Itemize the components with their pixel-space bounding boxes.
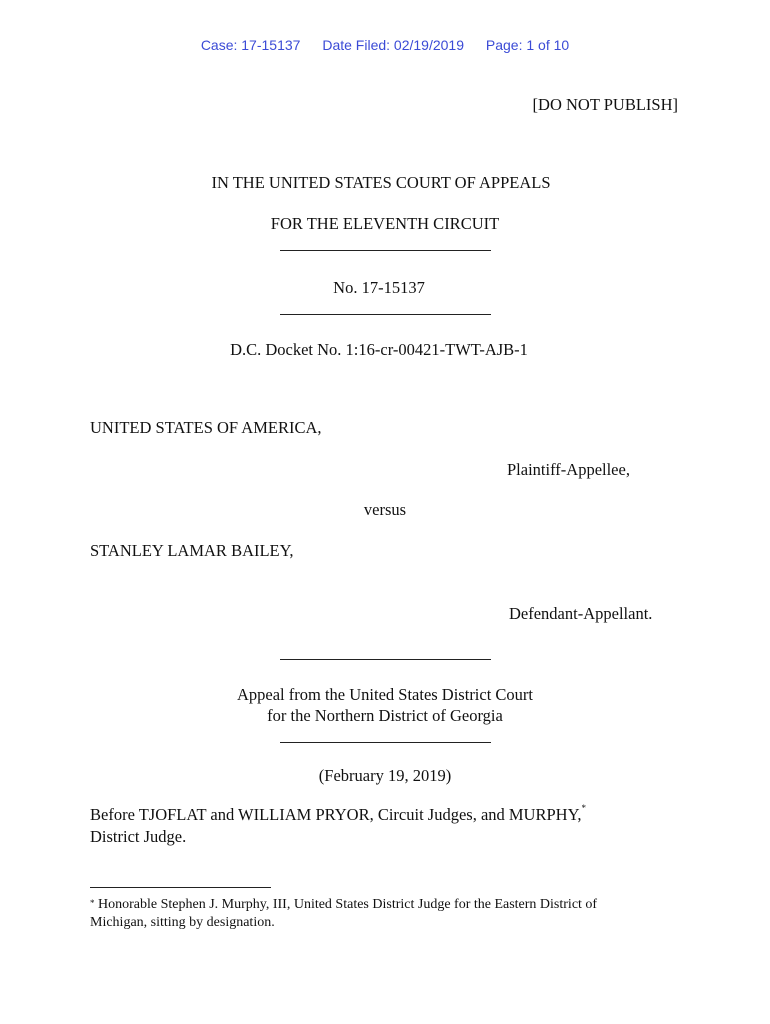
separator-rule-1	[280, 250, 491, 251]
court-name-line2: FOR THE ELEVENTH CIRCUIT	[270, 214, 500, 233]
defendant-name: STANLEY LAMAR BAILEY,	[90, 541, 294, 560]
panel-footnote-marker: *	[581, 803, 586, 813]
footnote-marker: *	[90, 898, 95, 908]
case-number-stamp: Case: 17-15137	[200, 37, 301, 53]
footnote-line2: Michigan, sitting by designation.	[90, 915, 275, 930]
versus-label: versus	[363, 500, 407, 519]
separator-rule-3	[280, 659, 491, 660]
date-filed-stamp: Date Filed: 02/19/2019	[322, 37, 464, 53]
footnote-rule	[90, 887, 271, 888]
separator-rule-4	[280, 742, 491, 743]
footnote-text: Honorable Stephen J. Murphy, III, United States District Judge for the Eastern District of	[94, 897, 598, 912]
case-header-stamp	[0, 37, 770, 53]
publish-status: [DO NOT PUBLISH]	[532, 95, 678, 114]
docket-number: D.C. Docket No. 1:16-cr-00421-TWT-AJB-1	[230, 340, 528, 359]
panel-statement-line2: District Judge.	[90, 827, 187, 846]
plaintiff-role: Plaintiff-Appellee,	[507, 460, 630, 479]
case-number: No. 17-15137	[333, 278, 425, 297]
panel-statement	[90, 805, 586, 825]
footnote-line1	[90, 896, 597, 914]
defendant-role: Defendant-Appellant.	[509, 604, 653, 623]
plaintiff-name: UNITED STATES OF AMERICA,	[90, 418, 322, 437]
appeal-line1: Appeal from the United States District Court	[236, 685, 534, 704]
separator-rule-2	[280, 314, 491, 315]
appeal-line2: for the Northern District of Georgia	[267, 706, 503, 725]
page-count-stamp: Page: 1 of 10	[485, 37, 570, 53]
decision-date: (February 19, 2019)	[318, 766, 452, 785]
court-name-line1: IN THE UNITED STATES COURT OF APPEALS	[211, 173, 551, 192]
panel-text: Before TJOFLAT and WILLIAM PRYOR, Circuit Judges, and MURPHY,	[90, 805, 582, 824]
